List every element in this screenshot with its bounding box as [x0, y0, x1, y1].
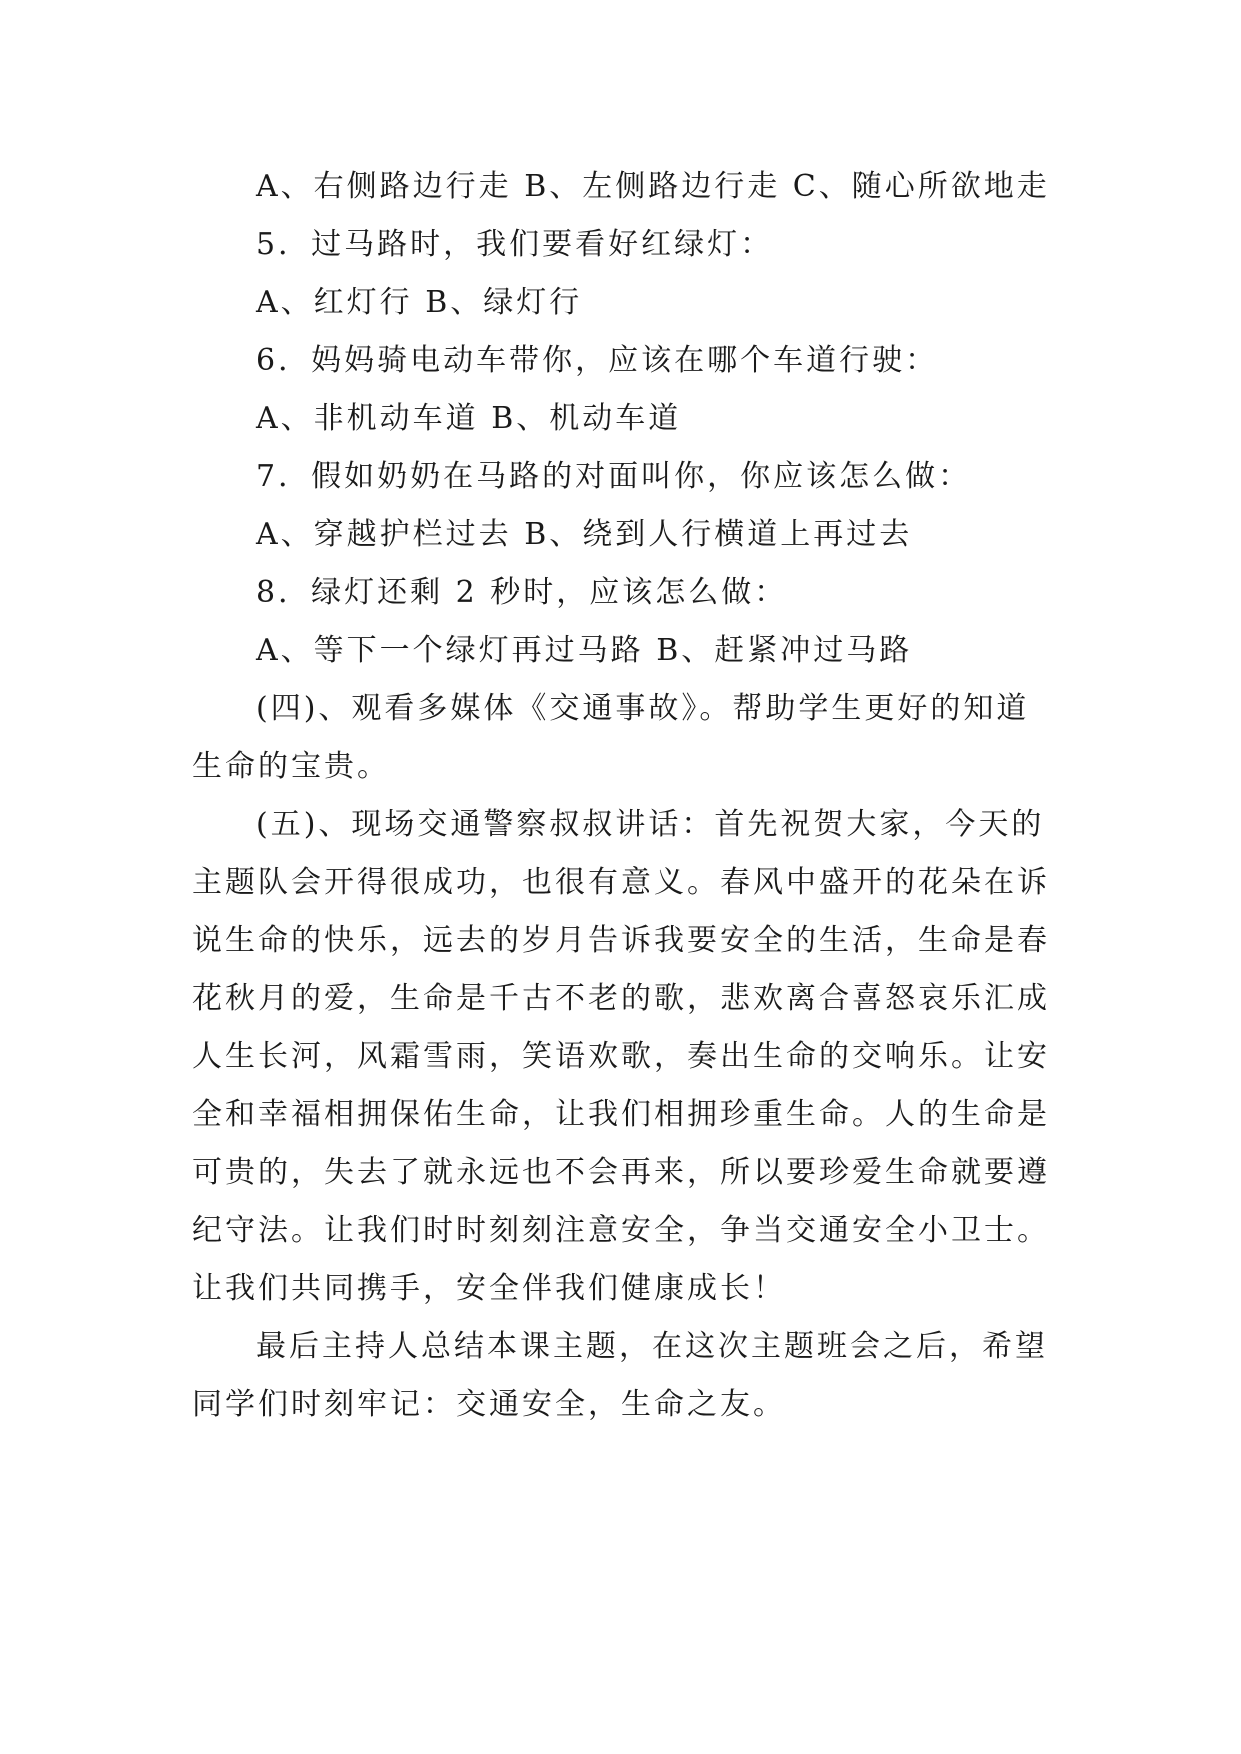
question-6: 6．妈妈骑电动车带你，应该在哪个车道行驶： [256, 343, 939, 378]
section-4-heading: (四)、观看多媒体《交通事故》。帮助学生更好的知道 [256, 691, 1030, 726]
document-body [192, 158, 1062, 1434]
section-5-line: 花秋月的爱，生命是千古不老的歌，悲欢离合喜怒哀乐汇成 [192, 981, 1050, 1016]
question-7: 7．假如奶奶在马路的对面叫你，你应该怎么做： [256, 459, 972, 494]
section-5-line: 让我们共同携手，安全伴我们健康成长！ [192, 1271, 786, 1306]
section-5-line: 可贵的，失去了就永远也不会再来，所以要珍爱生命就要遵 [192, 1155, 1050, 1190]
q7-options: A、穿越护栏过去 B、绕到人行横道上再过去 [256, 517, 913, 552]
closing-paragraph: 最后主持人总结本课主题，在这次主题班会之后，希望 [256, 1329, 1048, 1364]
section-5-line: 主题队会开得很成功，也很有意义。春风中盛开的花朵在诉 [192, 865, 1050, 900]
closing-paragraph-continuation: 同学们时刻牢记：交通安全，生命之友。 [192, 1387, 786, 1422]
q4-options: A、右侧路边行走 B、左侧路边行走 C、随心所欲地走 [256, 169, 1050, 204]
question-8: 8．绿灯还剩 2 秒时，应该怎么做： [256, 575, 788, 610]
question-5: 5．过马路时，我们要看好红绿灯： [256, 227, 774, 262]
q6-options: A、非机动车道 B、机动车道 [256, 401, 682, 436]
section-5-line: 说生命的快乐，远去的岁月告诉我要安全的生活，生命是春 [192, 923, 1050, 958]
section-4-continuation: 生命的宝贵。 [192, 749, 390, 784]
section-5-line: 人生长河，风霜雪雨，笑语欢歌，奏出生命的交响乐。让安 [192, 1039, 1050, 1074]
section-5-heading: (五)、现场交通警察叔叔讲话：首先祝贺大家，今天的 [256, 807, 1045, 842]
q5-options: A、红灯行 B、绿灯行 [256, 285, 583, 320]
section-5-line: 全和幸福相拥保佑生命，让我们相拥珍重生命。人的生命是 [192, 1097, 1050, 1132]
section-5-line: 纪守法。让我们时时刻刻注意安全，争当交通安全小卫士。 [192, 1213, 1050, 1248]
q8-options: A、等下一个绿灯再过马路 B、赶紧冲过马路 [256, 633, 913, 668]
